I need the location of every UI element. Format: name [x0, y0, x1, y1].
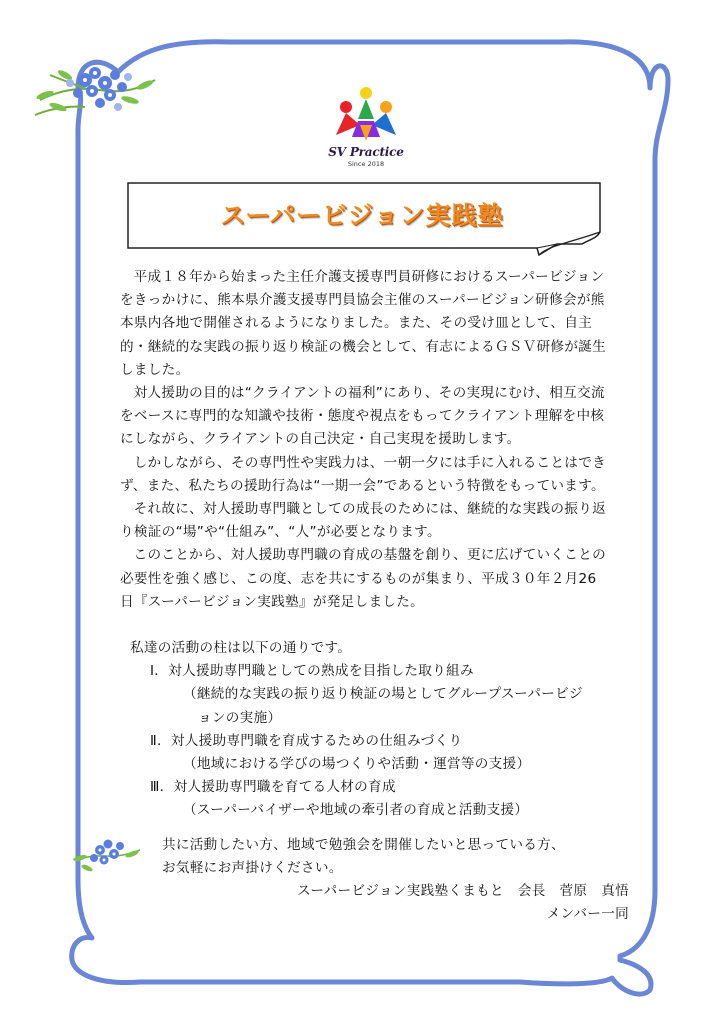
signature	[297, 880, 629, 926]
page-title: スーパービジョン実践塾	[220, 201, 504, 230]
logo-since: Since 2018	[347, 160, 385, 168]
pillar-title: Ⅲ．対人援助専門職を育てる人材の育成	[150, 779, 396, 796]
logo-name: SV Practice	[328, 145, 404, 159]
pillar-description: （継続的な実践の振り返り検証の場としてグループスーパービジ	[183, 686, 583, 703]
closing-message	[162, 834, 602, 880]
paragraph: しかしながら、その専門性や実践力は、一朝一夕には手に入れることはできず、また、私たちの援助行為は“一期一会”であるという特徴をもっています。	[120, 454, 606, 494]
paragraph: それ故に、対人援助専門職としての成長のためには、継続的な実践の振り返り検証の“場”や“仕組み”、“人”が必要となります。	[120, 501, 606, 541]
pillar-item	[120, 776, 610, 822]
pillar-item	[120, 660, 610, 730]
pillar-title: Ⅱ．対人援助専門職を育成するための仕組みづくり	[150, 732, 463, 749]
closing-line: お気軽にお声掛けください。	[162, 860, 343, 877]
paragraph: このことから、対人援助専門職の育成の基盤を創り、更に広げていくことの必要性を強く感じ、この度、志を共にするものが集まり、平成３０年２月26日『スーパービジョン実践塾』が発足しました。	[120, 547, 606, 610]
pillars-intro: 私達の活動の柱は以下の通りです。	[130, 640, 352, 657]
flower-decoration-top	[30, 45, 160, 130]
paragraph: 対人援助の目的は“クライアントの福利”にあり、その実現にむけ、相互交流をベースに専門的な知識や技術・態度や視点をもってクライアント理解を中核にしながら、クライアントの自己決定・自己実現を援助します。	[120, 385, 605, 448]
signature-organization: スーパービジョン実践塾くまもと 会長 菅原 真悟	[297, 883, 629, 899]
flower-decoration-bottom	[72, 830, 142, 880]
pillar-description: （地域における学びの場つくりや活動・運営等の支援）	[183, 756, 531, 773]
paragraph: 平成１８年から始まった主任介護支援専門員研修におけるスーパービジョンをきっかけに、熊本県介護支援専門員協会主催のスーパービジョン研修会が熊本県内各地で開催されるようになりました。また、その受け皿として、自主的・継続的な実践の振り返り検証の機会として、有志によるＧＳＶ研修が誕生しました。	[120, 269, 607, 378]
closing-line: 共に活動したい方、地域で勉強会を開催したいと思っている方、	[162, 837, 565, 853]
pillar-item	[120, 730, 610, 776]
pillar-description: （スーパーバイザーや地域の牽引者の育成と活動支援）	[183, 802, 529, 819]
signature-members: メンバー一同	[546, 906, 629, 923]
pillar-title: Ⅰ．対人援助専門職としての熟成を目指した取り組み	[150, 663, 474, 680]
logo-mark-icon	[334, 85, 398, 143]
body-text	[120, 266, 610, 823]
sv-practice-logo	[320, 85, 412, 180]
pillar-description-cont: ョンの実施）	[198, 709, 282, 726]
